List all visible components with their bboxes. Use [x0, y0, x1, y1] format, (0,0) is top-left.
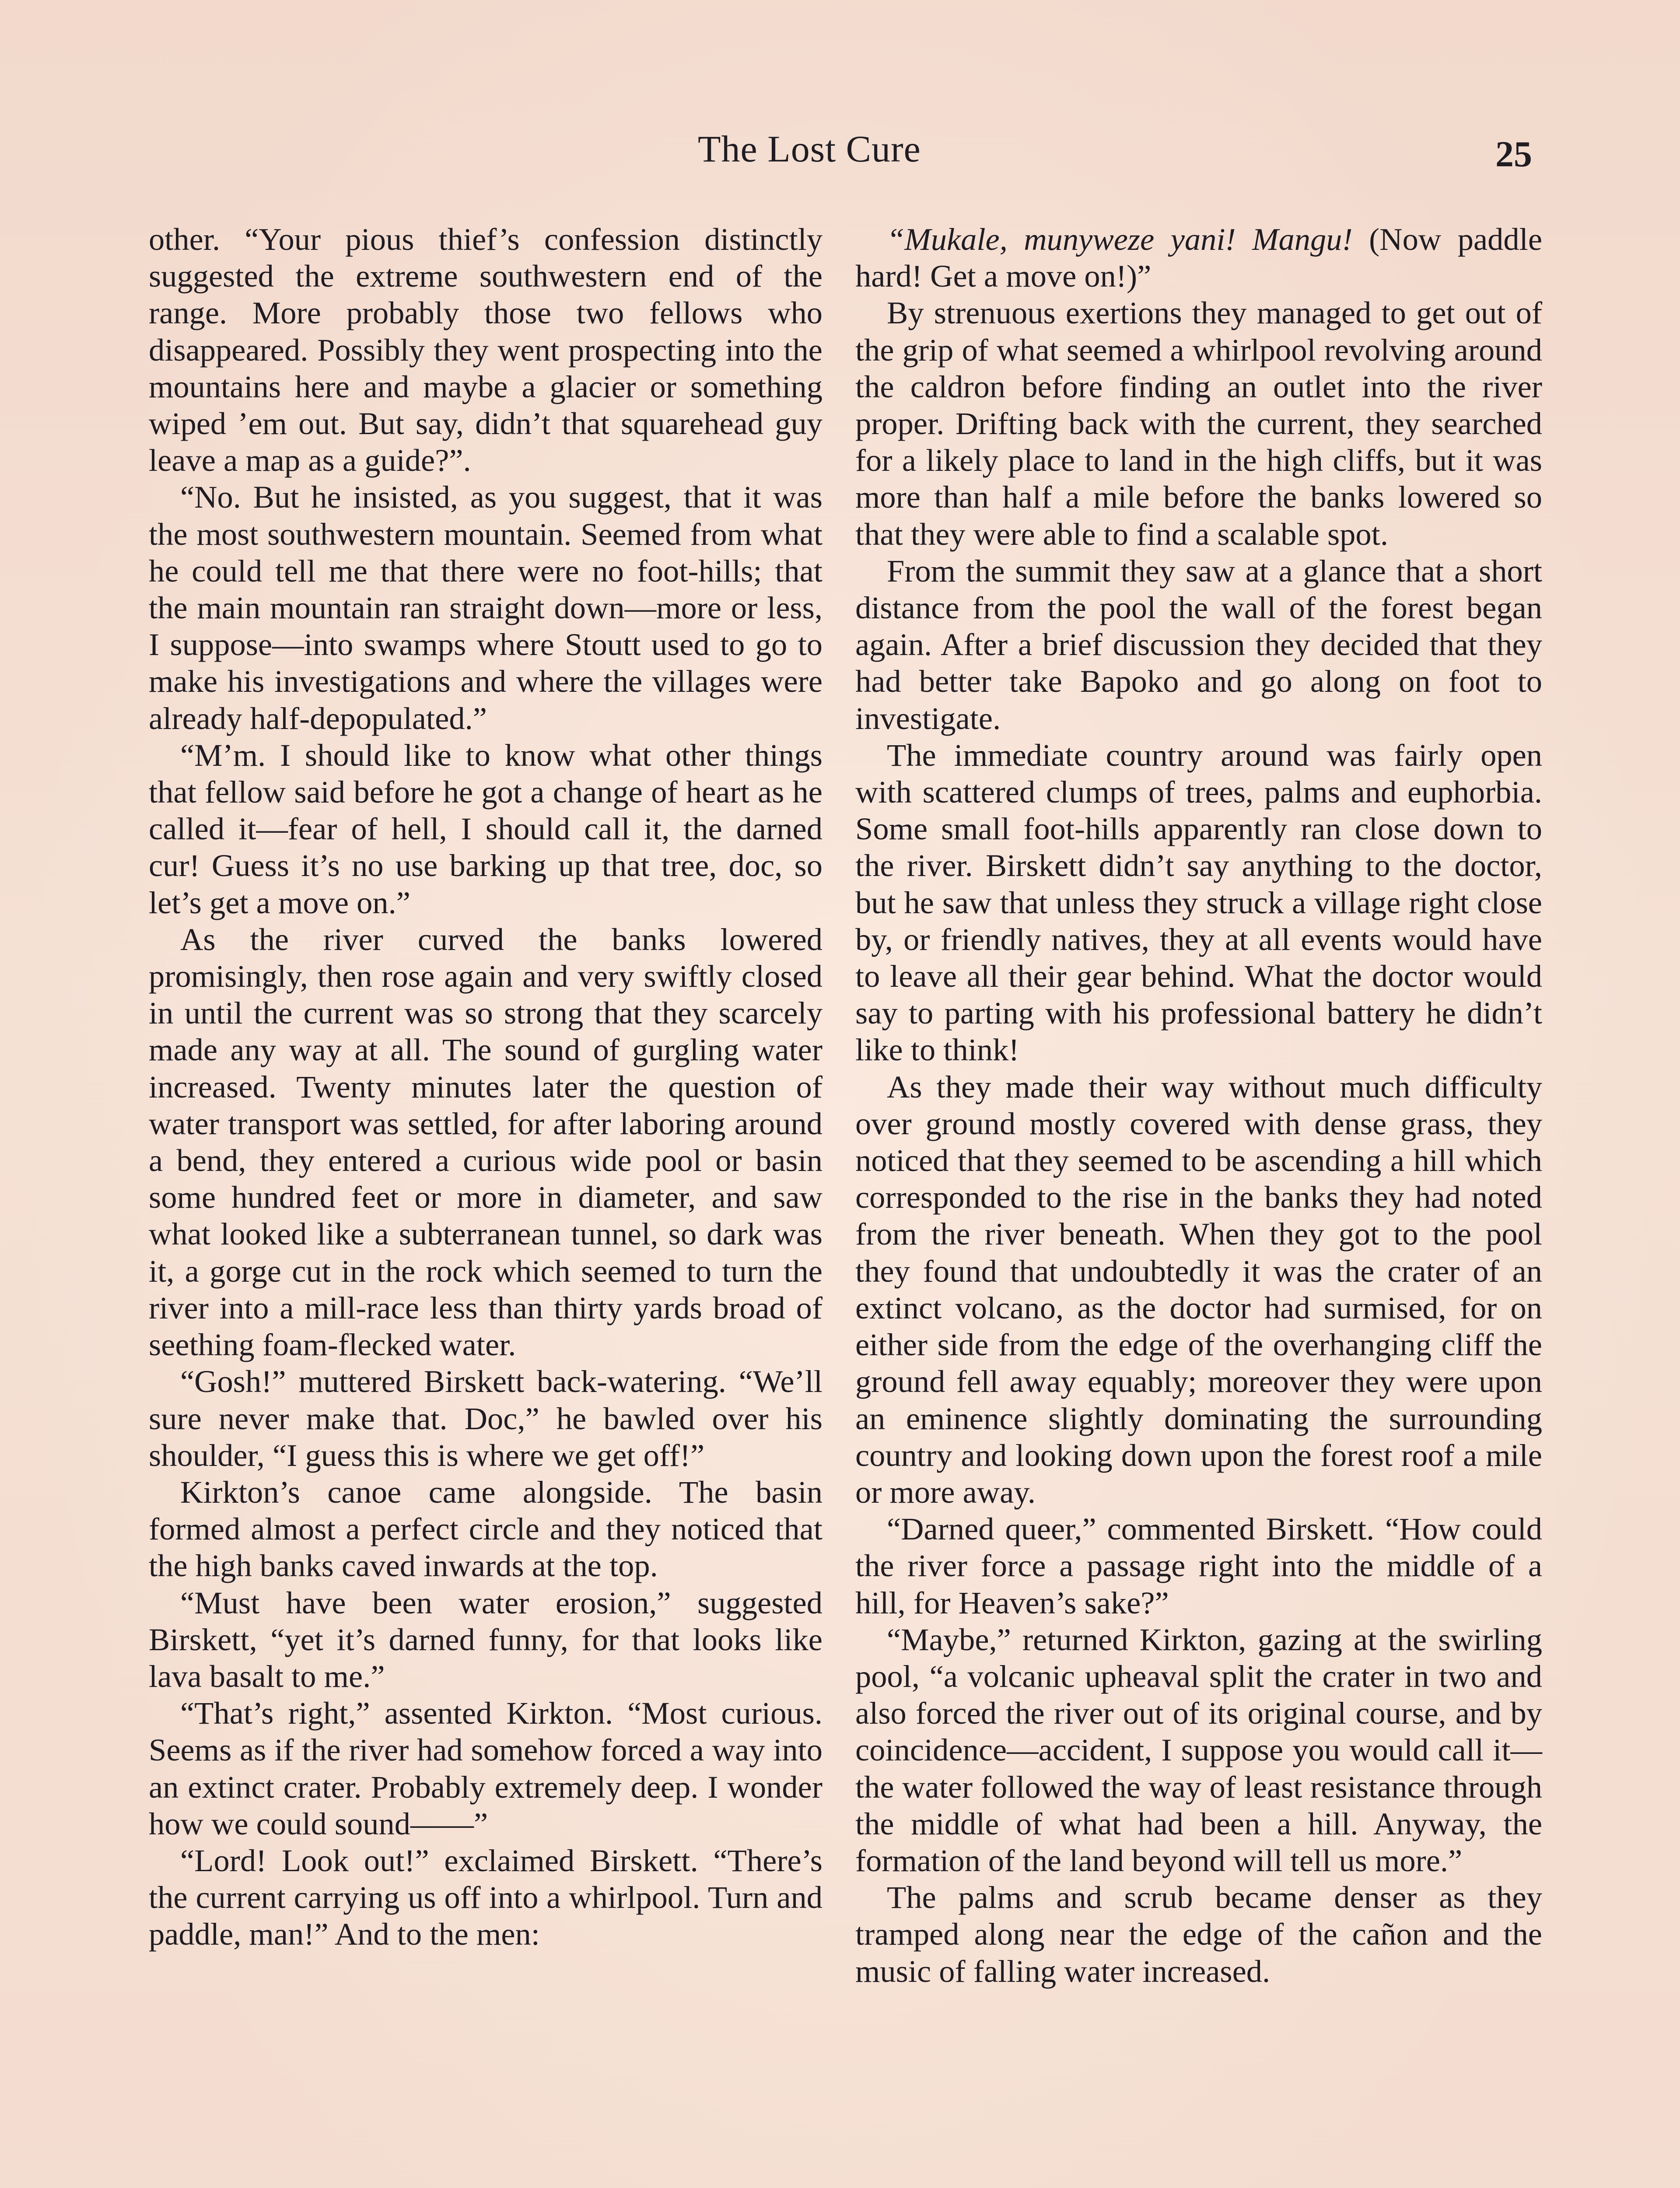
quote-translation: (Now paddle hard! Get a move on!)” [855, 221, 1542, 294]
page-header [0, 127, 1680, 179]
paragraph: “Lord! Look out!” exclaimed Birskett. “There’s the current carrying us off into a whirlpool. Turn and paddle, man!” And to the men: [149, 1842, 822, 1952]
paragraph: As they made their way without much difficulty over ground mostly covered with dense grass, they noticed that they seemed to be ascending a hill which corresponded to the rise in the banks they had noted from the river beneath. When they got to the pool they found that undoubtedly it was the crater of an extinct volcano, as the doctor had surmised, for on either side from the edge of the overhanging cliff the ground fell away equably; moreover they were upon an eminence slightly dominating the surrounding country and looking down upon the forest roof a mile or more away. [855, 1069, 1542, 1510]
running-title: The Lost Cure [698, 128, 921, 170]
paragraph: From the summit they saw at a glance that a short distance from the pool the wall of the forest began again. After a brief discussion they decided that they had better take Bapoko and go along on foot to investigate. [855, 553, 1542, 736]
page-number: 25 [1495, 134, 1532, 175]
paragraph: By strenuous exertions they managed to get out of the grip of what seemed a whirlpool revolving around the caldron before finding an outlet into the river proper. Drifting back with the current, they searched for a likely place to land in the high cliffs, but it was more than half a mile before the banks lowered so that they were able to find a scalable spot. [855, 295, 1542, 552]
paragraph: other. “Your pious thief’s confession distinctly suggested the extreme southwestern end of the range. More probably those two fellows who disappeared. Possibly they went prospecting into the mountains here and maybe a glacier or something wiped ’em out. But say, didn’t that squarehead guy leave a map as a guide?”. [149, 221, 822, 478]
paragraph: The palms and scrub became denser as they tramped along near the edge of the cañon and the music of falling water increased. [855, 1879, 1542, 1989]
paragraph: “M’m. I should like to know what other things that fellow said before he got a change of heart as he called it—fear of hell, I should call it, the darned cur! Guess it’s no use barking up that tree, doc, so let’s get a move on.” [149, 737, 822, 920]
quote-italic: “Mukale, munyweze yani! Mangu! [887, 221, 1353, 257]
paragraph: “No. But he insisted, as you suggest, that it was the most southwestern mountain. Seemed from what he could tell me that there were no foot-hills; that the main mountain ran straight down—more or less, I suppose—into swamps where Stoutt used to go to make his investigations and where the villages were already half-depopulated.” [149, 479, 822, 736]
paragraph: Kirkton’s canoe came alongside. The basin formed almost a perfect circle and they noticed that the high banks caved inwards at the top. [149, 1474, 822, 1584]
right-column [855, 221, 1542, 1990]
paragraph: “That’s right,” assented Kirkton. “Most curious. Seems as if the river had somehow forced a way into an extinct crater. Probably extremely deep. I wonder how we could sound——” [149, 1695, 822, 1841]
left-column [149, 221, 822, 1953]
paragraph: “Darned queer,” commented Birskett. “How could the river force a passage right into the middle of a hill, for Heaven’s sake?” [855, 1511, 1542, 1620]
paragraph: “Gosh!” muttered Birskett back-watering. “We’ll sure never make that. Doc,” he bawled over his shoulder, “I guess this is where we get off!” [149, 1364, 822, 1473]
paragraph: The immediate country around was fairly open with scattered clumps of trees, palms and euphorbia. Some small foot-hills apparently ran close down to the river. Birskett didn’t say anything to the doctor, but he saw that unless they struck a village right close by, or friendly natives, they at all events would have to leave all their gear behind. What the doctor would say to parting with his professional battery he didn’t like to think! [855, 737, 1542, 1068]
paragraph: As the river curved the banks lowered promisingly, then rose again and very swiftly closed in until the current was so strong that they scarcely made any way at all. The sound of gurgling water increased. Twenty minutes later the question of water transport was settled, for after laboring around a bend, they entered a curious wide pool or basin some hundred feet or more in diameter, and saw what looked like a subterranean tunnel, so dark was it, a gorge cut in the rock which seemed to turn the river into a mill-race less than thirty yards broad of seething foam-flecked water. [149, 921, 822, 1363]
paragraph: “Must have been water erosion,” suggested Birskett, “yet it’s darned funny, for that looks like lava basalt to me.” [149, 1585, 822, 1694]
paragraph: “Maybe,” returned Kirkton, gazing at the swirling pool, “a volcanic upheaval split the crater in two and also forced the river out of its original course, and by coincidence—accident, I suppose you would call it—the water followed the way of least resistance through the middle of what had been a hill. Anyway, the formation of the land beyond will tell us more.” [855, 1621, 1542, 1878]
native-quote [855, 221, 1542, 295]
